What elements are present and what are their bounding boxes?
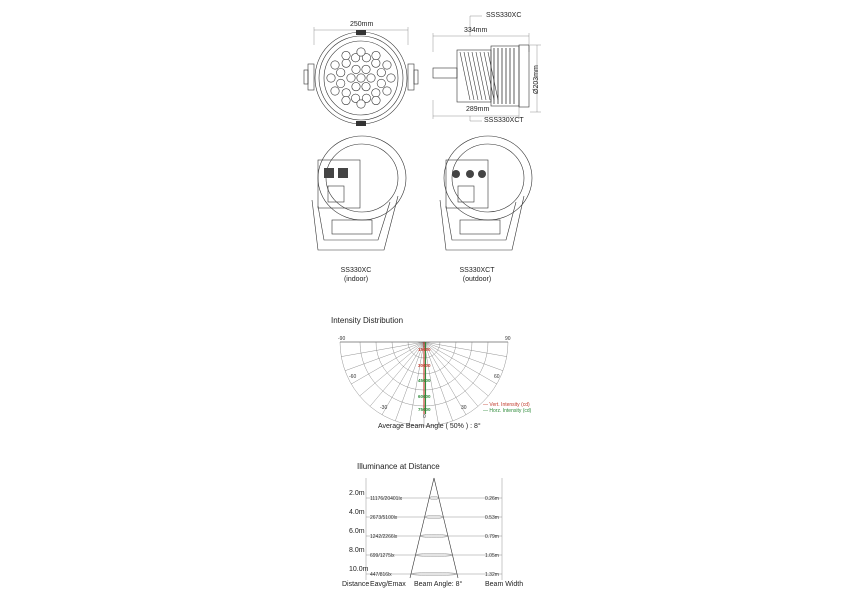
footer-eavg: Eavg/Emax	[370, 581, 406, 588]
ring-label-5: 75000	[418, 407, 431, 412]
row-distance: 2.0m	[349, 490, 365, 497]
angle-label-m30: -30	[380, 405, 388, 411]
angle-label-30: 30	[461, 405, 467, 411]
dim-side-length: 334mm	[464, 27, 488, 34]
row-lux: 699/1275lx	[370, 553, 395, 559]
ring-label-1: 15000	[418, 347, 431, 352]
row-lux: 1242/2266lx	[370, 534, 398, 540]
row-distance: 8.0m	[349, 547, 365, 554]
angle-label-m60: -60	[349, 374, 357, 380]
dim-front-width: 250mm	[350, 21, 374, 28]
row-beam-width: 1.32m	[485, 572, 499, 578]
angle-label-60: 60	[494, 374, 500, 380]
row-lux: 2673/5100lx	[370, 515, 398, 521]
row-beam-width: 0.53m	[485, 515, 499, 521]
angle-label-m90: -90	[338, 336, 346, 342]
row-distance: 10.0m	[349, 566, 369, 573]
angle-label-90: 90	[505, 336, 511, 342]
row-beam-width: 0.26m	[485, 496, 499, 502]
row-distance: 6.0m	[349, 528, 365, 535]
model-label-top: SSS330XC	[486, 12, 522, 19]
row-distance: 4.0m	[349, 509, 365, 516]
ring-label-4: 60000	[418, 394, 431, 399]
footer-beam-width: Beam Width	[485, 581, 524, 588]
legend-horz: — Horz. Intensity (cd)	[483, 408, 532, 414]
view-indoor-model: SS330XC	[340, 267, 372, 274]
footer-beam-angle: Beam Angle: 8°	[414, 581, 463, 588]
dim-depth: 289mm	[466, 106, 490, 113]
intensity-title: Intensity Distribution	[331, 316, 404, 325]
row-beam-width: 1.05m	[485, 553, 499, 559]
view-indoor-env: (indoor)	[343, 276, 369, 283]
view-outdoor-env: (outdoor)	[462, 276, 492, 283]
row-lux: 447/816lx	[370, 572, 392, 578]
row-beam-width: 0.79m	[485, 534, 499, 540]
ring-label-3: 45000	[418, 378, 431, 383]
row-lux: 11176/20401lx	[370, 496, 403, 502]
dim-diameter: Ø203mm	[533, 65, 540, 94]
model-label-bottom: SSS330XCT	[484, 117, 524, 124]
ring-label-2: 30000	[418, 363, 431, 368]
angle-label-0: 0	[423, 414, 426, 420]
footer-distance: Distance	[342, 581, 370, 588]
beam-angle-note: Average Beam Angle ( 50% ) : 8°	[378, 423, 481, 430]
view-outdoor-model: SS330XCT	[459, 267, 495, 274]
legend-vert: — Vert. Intensity (cd)	[483, 402, 530, 408]
illuminance-title: Illuminance at Distance	[357, 462, 440, 471]
